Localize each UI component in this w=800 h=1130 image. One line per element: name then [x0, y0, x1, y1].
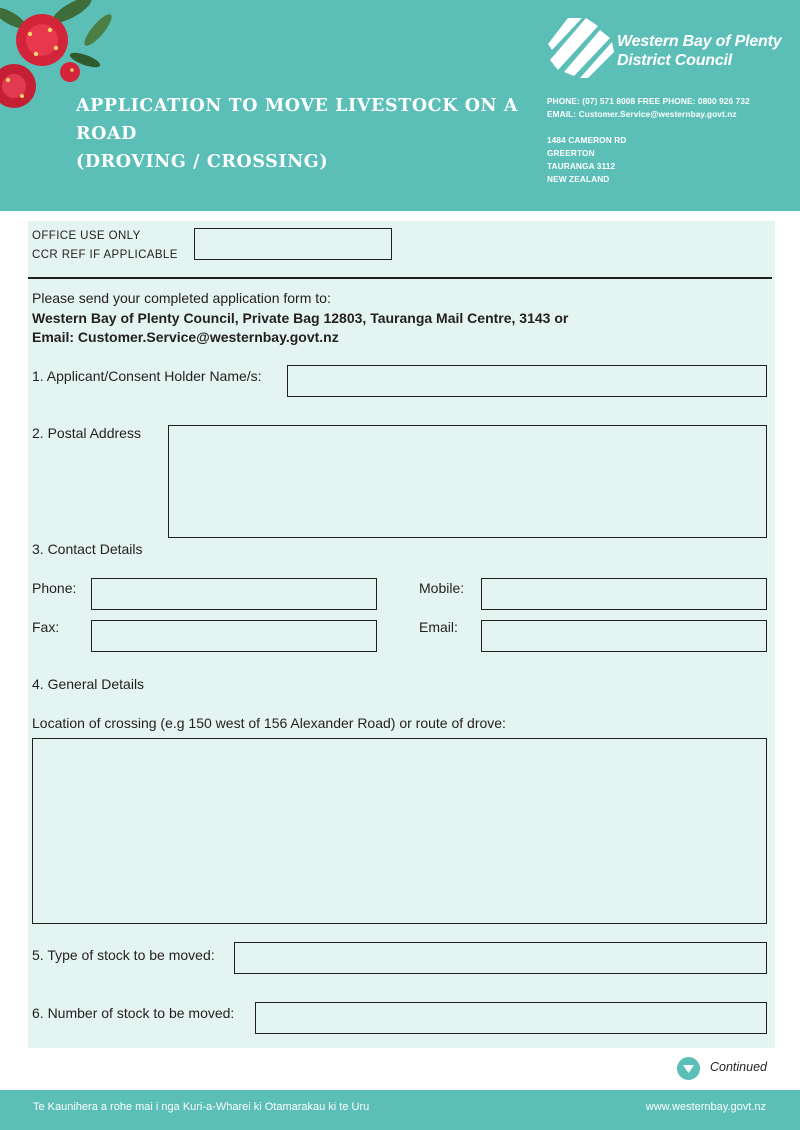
stock-number-label: 6. Number of stock to be moved:: [32, 1005, 235, 1021]
divider: [28, 277, 772, 279]
location-label: Location of crossing (e.g 150 west of 156 Alexander Road) or route of drove:: [32, 715, 506, 731]
ccr-ref-field[interactable]: [194, 228, 392, 260]
phone-field[interactable]: [91, 578, 377, 610]
stock-type-field[interactable]: [234, 942, 767, 974]
general-details-label: 4. General Details: [32, 676, 145, 692]
council-logo-text: Western Bay of Plenty District Council: [617, 33, 782, 69]
footer-website: www.westernbay.govt.nz: [645, 1101, 766, 1113]
mobile-field[interactable]: [481, 578, 767, 610]
address-line: GREERTON: [547, 148, 595, 158]
continued-label: Continued: [710, 1060, 767, 1074]
email-label: Email:: [419, 619, 458, 635]
stock-type-label: 5. Type of stock to be moved:: [32, 947, 215, 963]
phone-label: Phone:: [32, 580, 77, 596]
instructions-intro: Please send your completed application form to:: [32, 290, 331, 306]
applicant-label: 1. Applicant/Consent Holder Name/s:: [32, 368, 262, 384]
chevron-down-icon: [677, 1057, 700, 1080]
stock-number-field[interactable]: [255, 1002, 767, 1034]
instructions-address: Western Bay of Plenty Council, Private Bag 12803, Tauranga Mail Centre, 3143 or: [32, 310, 569, 326]
phone-line: PHONE: (07) 571 8008 FREE PHONE: 0800 926 732: [547, 96, 750, 106]
footer-tagline: Te Kaunihera a rohe mai i nga Kuri-a-Wharei ki Otamarakau ki te Uru: [33, 1101, 370, 1113]
address-line: NEW ZEALAND: [547, 174, 610, 184]
page-title: APPLICATION TO MOVE LIVESTOCK ON A ROAD (DROVING / CROSSING): [76, 96, 519, 172]
email-field[interactable]: [481, 620, 767, 652]
contact-details-label: 3. Contact Details: [32, 541, 143, 557]
location-field[interactable]: [32, 738, 767, 924]
fax-label: Fax:: [32, 619, 60, 635]
applicant-name-field[interactable]: [287, 365, 767, 397]
postal-address-field[interactable]: [168, 425, 767, 538]
instructions-email: Email: Customer.Service@westernbay.govt.nz: [32, 329, 339, 345]
office-use-label: OFFICE USE ONLY CCR REF IF APPLICABLE: [32, 230, 178, 261]
address-line: 1484 CAMERON RD: [547, 135, 627, 145]
address-line: TAURANGA 3112: [547, 161, 616, 171]
postal-address-label: 2. Postal Address: [32, 425, 141, 441]
mobile-label: Mobile:: [419, 580, 465, 596]
fax-field[interactable]: [91, 620, 377, 652]
email-line: EMAIL: Customer.Service@westernbay.govt.nz: [547, 109, 737, 119]
council-contact-details: [547, 95, 750, 186]
